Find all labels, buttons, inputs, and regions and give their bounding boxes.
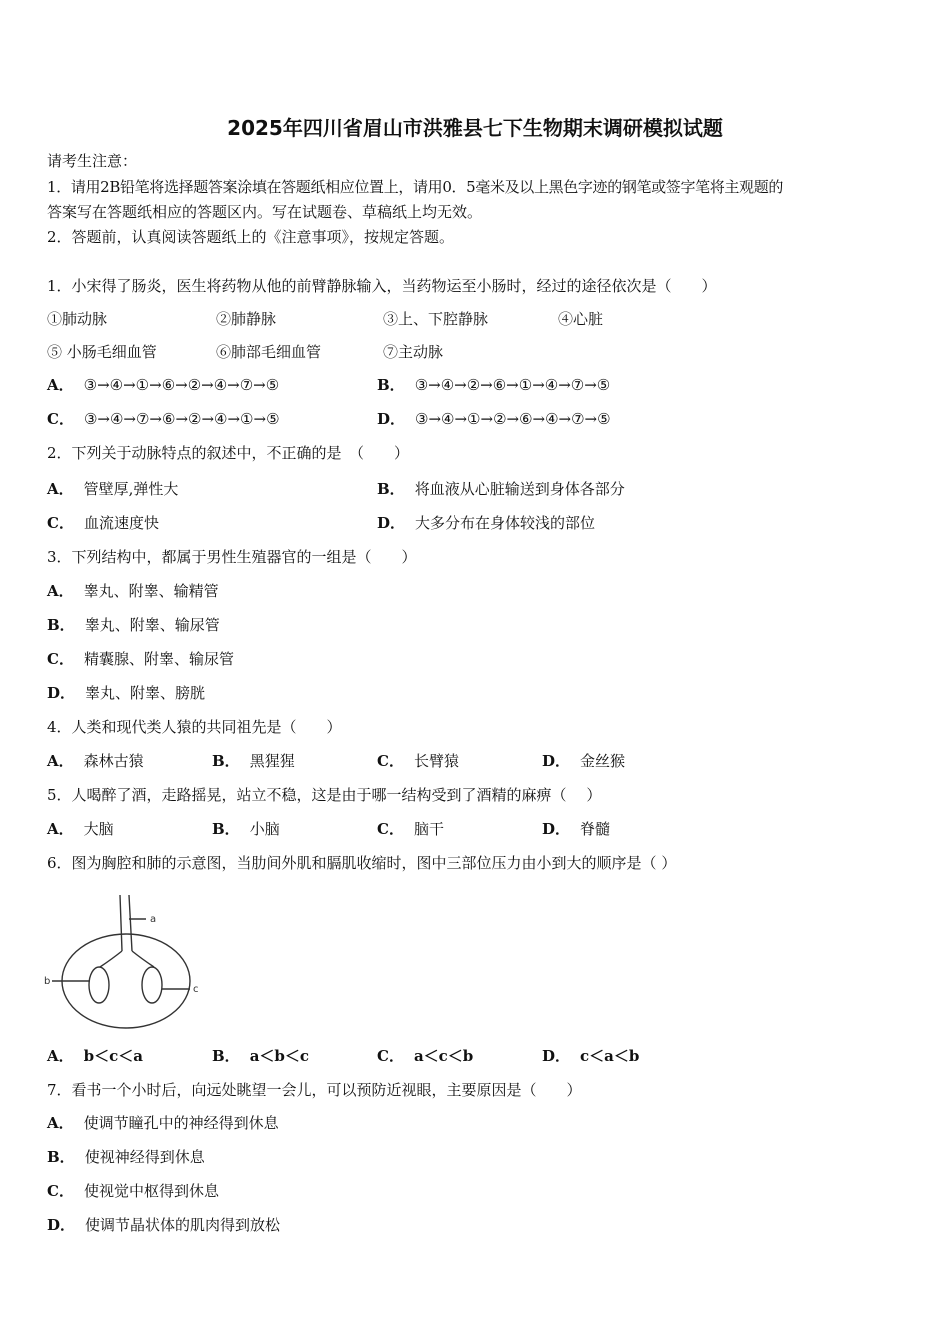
- option-label: D．: [377, 410, 406, 428]
- notice-heading: 请考生注意：: [47, 152, 138, 170]
- q6-option-c[interactable]: [377, 1046, 473, 1066]
- notice-line2: 2．答题前，认真阅读答题纸上的《注意事项》，按规定答题。: [47, 228, 455, 246]
- q5-option-c[interactable]: [377, 819, 444, 839]
- q2-option-d[interactable]: [377, 513, 595, 533]
- option-text: 使调节瞳孔中的神经得到休息: [83, 1114, 279, 1132]
- q1-item-1: ①肺动脉: [47, 310, 108, 328]
- option-text: 睾丸、附睾、膀胱: [85, 684, 206, 702]
- option-label: B．: [377, 480, 405, 498]
- option-label: B．: [212, 820, 240, 838]
- label-a: a: [150, 914, 157, 925]
- left-lung: [89, 967, 109, 1003]
- option-label: A．: [47, 480, 74, 498]
- q4-option-a[interactable]: [47, 751, 144, 771]
- q6-option-b[interactable]: [212, 1046, 309, 1066]
- page-title: 2025年四川省眉山市洪雅县七下生物期末调研模拟试题: [227, 116, 723, 140]
- option-text: c＜a＜b: [580, 1047, 640, 1065]
- option-text: 小脑: [249, 820, 280, 838]
- q2-option-a[interactable]: [47, 479, 178, 499]
- option-text: 使调节晶状体的肌肉得到放松: [85, 1216, 281, 1234]
- option-label: D．: [542, 752, 571, 770]
- q1-item-5: ⑤ 小肠毛细血管: [47, 343, 157, 361]
- option-text: 黑猩猩: [249, 752, 295, 770]
- option-text: 使视觉中枢得到休息: [83, 1182, 219, 1200]
- diagram-outline: [52, 895, 190, 1028]
- trachea: [120, 895, 132, 951]
- q2-stem: 2．下列关于动脉特点的叙述中，不正确的是 （ ）: [47, 444, 410, 462]
- q1-option-d[interactable]: [377, 409, 611, 429]
- option-text: 长臂猿: [413, 752, 459, 770]
- q1-option-a[interactable]: [47, 375, 279, 395]
- q5-option-d[interactable]: [542, 819, 610, 839]
- option-text: 脑干: [413, 820, 444, 838]
- option-label: A．: [47, 582, 74, 600]
- option-text: 管壁厚,弹性大: [83, 480, 179, 498]
- q3-option-b[interactable]: [47, 615, 220, 635]
- option-label: D．: [542, 820, 571, 838]
- option-text: a＜c＜b: [413, 1047, 474, 1065]
- option-text: 将血液从心脏输送到身体各部分: [414, 480, 625, 498]
- q1-item-6: ⑥肺部毛细血管: [216, 343, 322, 361]
- q7-option-a[interactable]: [47, 1113, 279, 1133]
- label-c: c: [193, 984, 199, 995]
- q5-option-a[interactable]: [47, 819, 114, 839]
- option-label: C．: [377, 752, 404, 770]
- option-label: B．: [47, 616, 75, 634]
- q4-option-c[interactable]: [377, 751, 459, 771]
- q7-option-b[interactable]: [47, 1147, 205, 1167]
- option-label: A．: [47, 752, 74, 770]
- option-label: A．: [47, 1114, 74, 1132]
- q7-stem: 7．看书一个小时后，向远处眺望一会儿，可以预防近视眼，主要原因是（ ）: [47, 1081, 582, 1099]
- q1-option-b[interactable]: [377, 375, 610, 395]
- q1-item-4: ④心脏: [558, 310, 604, 328]
- option-label: A．: [47, 376, 74, 394]
- q7-option-d[interactable]: [47, 1215, 280, 1235]
- option-text: 睾丸、附睾、输尿管: [84, 616, 220, 634]
- notice-line1b: 答案写在答题纸相应的答题区内。写在试题卷、草稿纸上均无效。: [47, 203, 483, 221]
- option-label: D．: [377, 514, 406, 532]
- option-label: B．: [47, 1148, 75, 1166]
- notice-line1a: 1．请用2B铅笔将选择题答案涂填在答题纸相应位置上，请用0．5毫米及以上黑色字迹的钢笔或签字笔将主观题的: [47, 178, 784, 196]
- option-label: D．: [47, 684, 76, 702]
- q3-option-d[interactable]: [47, 683, 205, 703]
- option-label: A．: [47, 1047, 74, 1065]
- q6-option-d[interactable]: [542, 1046, 639, 1066]
- bronchi: [100, 951, 154, 967]
- option-text: 精囊腺、附睾、输尿管: [83, 650, 234, 668]
- option-label: C．: [47, 1182, 74, 1200]
- option-text: 脊髓: [580, 820, 611, 838]
- right-lung: [142, 967, 162, 1003]
- option-text: 金丝猴: [580, 752, 626, 770]
- q1-stem: 1．小宋得了肠炎，医生将药物从他的前臂静脉输入，当药物运至小肠时，经过的途径依次是（ ）: [47, 277, 717, 295]
- option-text: 血流速度快: [83, 514, 159, 532]
- q3-option-c[interactable]: [47, 649, 234, 669]
- option-label: C．: [47, 410, 74, 428]
- option-label: C．: [47, 514, 74, 532]
- q5-option-b[interactable]: [212, 819, 280, 839]
- option-label: B．: [377, 376, 405, 394]
- option-text: ③→④→①→⑥→②→④→⑦→⑤: [83, 376, 280, 394]
- option-label: D．: [47, 1216, 76, 1234]
- option-label: C．: [377, 1047, 404, 1065]
- option-label: B．: [212, 752, 240, 770]
- option-label: A．: [47, 820, 74, 838]
- q6-option-a[interactable]: [47, 1046, 143, 1066]
- option-text: b＜c＜a: [83, 1047, 143, 1065]
- q1-item-7: ⑦主动脉: [383, 343, 444, 361]
- q1-item-2: ②肺静脉: [216, 310, 277, 328]
- option-text: 大脑: [83, 820, 114, 838]
- label-b: b: [44, 976, 51, 987]
- q2-option-b[interactable]: [377, 479, 625, 499]
- option-label: D．: [542, 1047, 571, 1065]
- q1-option-c[interactable]: [47, 409, 280, 429]
- option-text: ③→④→⑦→⑥→②→④→①→⑤: [83, 410, 280, 428]
- q4-stem: 4．人类和现代类人猿的共同祖先是（ ）: [47, 718, 342, 736]
- thorax-lung-diagram: [40, 893, 210, 1035]
- option-label: C．: [47, 650, 74, 668]
- option-label: B．: [212, 1047, 240, 1065]
- option-label: C．: [377, 820, 404, 838]
- option-text: 使视神经得到休息: [84, 1148, 205, 1166]
- option-text: a＜b＜c: [249, 1047, 310, 1065]
- option-text: 大多分布在身体较浅的部位: [415, 514, 596, 532]
- q5-stem: 5．人喝醉了酒，走路摇晃，站立不稳，这是由于哪一结构受到了酒精的麻痹（ ）: [47, 786, 602, 804]
- option-text: ③→④→②→⑥→①→④→⑦→⑤: [414, 376, 611, 394]
- q3-stem: 3．下列结构中，都属于男性生殖器官的一组是（ ）: [47, 548, 417, 566]
- option-text: 睾丸、附睾、输精管: [83, 582, 219, 600]
- q1-item-3: ③上、下腔静脉: [383, 310, 489, 328]
- q7-option-c[interactable]: [47, 1181, 219, 1201]
- option-text: ③→④→①→②→⑥→④→⑦→⑤: [415, 410, 611, 428]
- q6-stem: 6．图为胸腔和肺的示意图，当肋间外肌和膈肌收缩时，图中三部位压力由小到大的顺序是（ ）: [47, 854, 677, 872]
- q2-option-c[interactable]: [47, 513, 159, 533]
- option-text: 森林古猿: [83, 752, 144, 770]
- q3-option-a[interactable]: [47, 581, 219, 601]
- q4-option-d[interactable]: [542, 751, 625, 771]
- q4-option-b[interactable]: [212, 751, 295, 771]
